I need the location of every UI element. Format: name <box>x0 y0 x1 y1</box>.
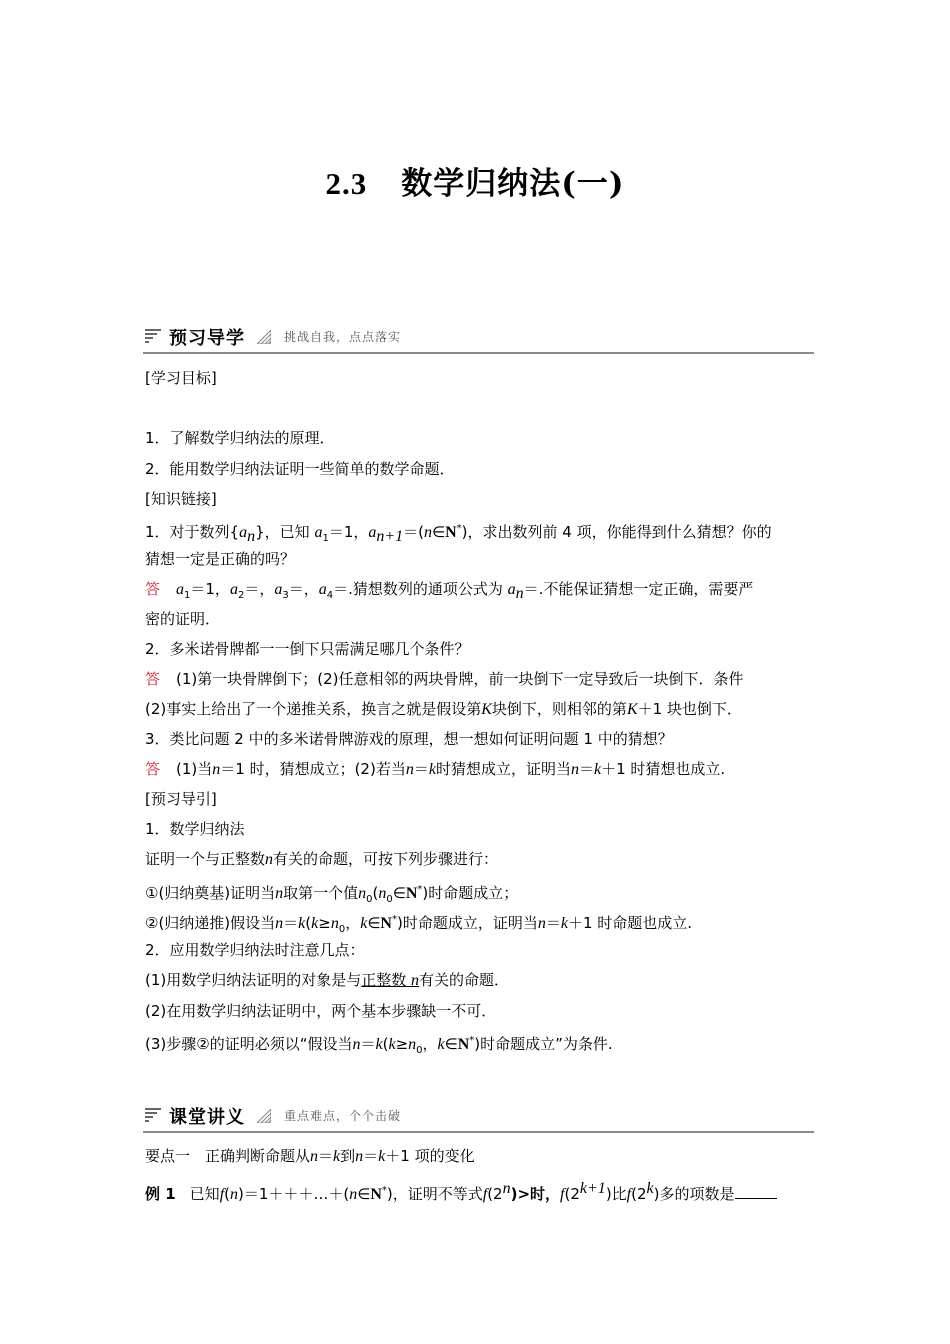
answer-1: 答 $a_1=1$，$a_2=$，$a_3=$，$a_4=$.猜想数列的通项公式为 $a_n=$.不能保证猜想一定正确，需要严 <box>145 580 754 602</box>
answer-mark: 答 <box>145 670 161 688</box>
guide-topic-2: 2．应用数学归纳法时注意几点： <box>145 941 365 959</box>
guide-point-2: (2)在用数学归纳法证明中，两个基本步骤缺一不可． <box>145 1002 497 1020</box>
section-bars-icon <box>145 1107 161 1123</box>
guide-point-1: (1)用数学归纳法证明的对象是与正整数 n有关的命题． <box>145 971 510 989</box>
answer-2: 答 (1)第一块骨牌倒下；(2)任意相邻的两块骨牌，前一块倒下一定导致后一块倒下．条件 <box>145 670 744 688</box>
question-2: 2．多米诺骨牌都一一倒下只需满足哪几个条件？ <box>145 640 470 658</box>
goal-item: 2．能用数学归纳法证明一些简单的数学命题． <box>145 460 455 478</box>
links-heading: [知识链接] <box>145 490 217 508</box>
answer-mark: 答 <box>145 760 161 778</box>
goal-item: 1．了解数学归纳法的原理． <box>145 429 335 447</box>
answer-blank[interactable] <box>735 1184 777 1199</box>
answer-3: 答 (1)当n＝1 时，猜想成立；(2)若当n＝k时猜想成立，证明当n＝k＋1 时猜想也成立. <box>145 760 726 778</box>
question-3: 3．类比问题 2 中的多米诺骨牌游戏的原理，想一想如何证明问题 1 中的猜想？ <box>145 730 673 748</box>
answer-2-cont: (2)事实上给出了一个递推关系，换言之就是假设第K块倒下，则相邻的第K＋1 块也倒下． <box>145 700 742 718</box>
guide-step-2: ②(归纳递推)假设当$n=k(k\ge n_0$，k∈N*)时命题成立，证明当n＝k＋1 时命题也成立. <box>145 914 693 935</box>
key-point-1: 要点一 正确判断命题从n＝k到n＝k＋1 项的变化 <box>145 1147 475 1165</box>
answer-mark: 答 <box>145 580 161 598</box>
section-title: 预习导学 <box>169 328 245 349</box>
question-1: 1．对于数列$\{a_n\}$，已知 $a_1=1$，$a_{n+1}=(n\in N^*)$，求出数列前 4 项，你能得到什么猜想？你的 <box>145 523 772 545</box>
section-bars-icon <box>145 328 161 344</box>
section-header-preview <box>143 324 814 354</box>
section-subtitle: 挑战自我，点点落实 <box>284 330 402 344</box>
guide-step-1: ①(归纳奠基)证明当n取第一个值$n_0(n_0\in N^*)$时命题成立； <box>145 884 519 905</box>
guide-line: 证明一个与正整数n有关的命题，可按下列步骤进行： <box>145 850 499 868</box>
answer-1-cont: 密的证明． <box>145 610 221 628</box>
guide-topic-1: 1．数学归纳法 <box>145 820 245 838</box>
guide-heading: [预习导引] <box>145 790 217 808</box>
question-1-cont: 猜想一定是正确的吗？ <box>145 550 296 568</box>
corner-hatch-icon <box>257 1109 271 1123</box>
section-subtitle: 重点难点，个个击破 <box>284 1109 402 1123</box>
corner-hatch-icon <box>257 330 271 344</box>
goals-heading: [学习目标] <box>145 369 217 387</box>
page-title: 2.3 数学归纳法(一) <box>325 166 625 202</box>
section-title: 课堂讲义 <box>169 1107 245 1128</box>
example-1: 例 1 已知f(n)＝1＋＋＋…＋(n∈N*)，证明不等式$f(2^n)>$时，$f(2^{k+1})$比f(2$^k$)多的项数是 <box>145 1179 777 1205</box>
guide-point-3: (3)步骤②的证明必须以“假设当$n=k(k\ge n_0$，k∈N*)时命题成立”为条件. <box>145 1035 613 1056</box>
section-header-lecture <box>143 1103 814 1133</box>
